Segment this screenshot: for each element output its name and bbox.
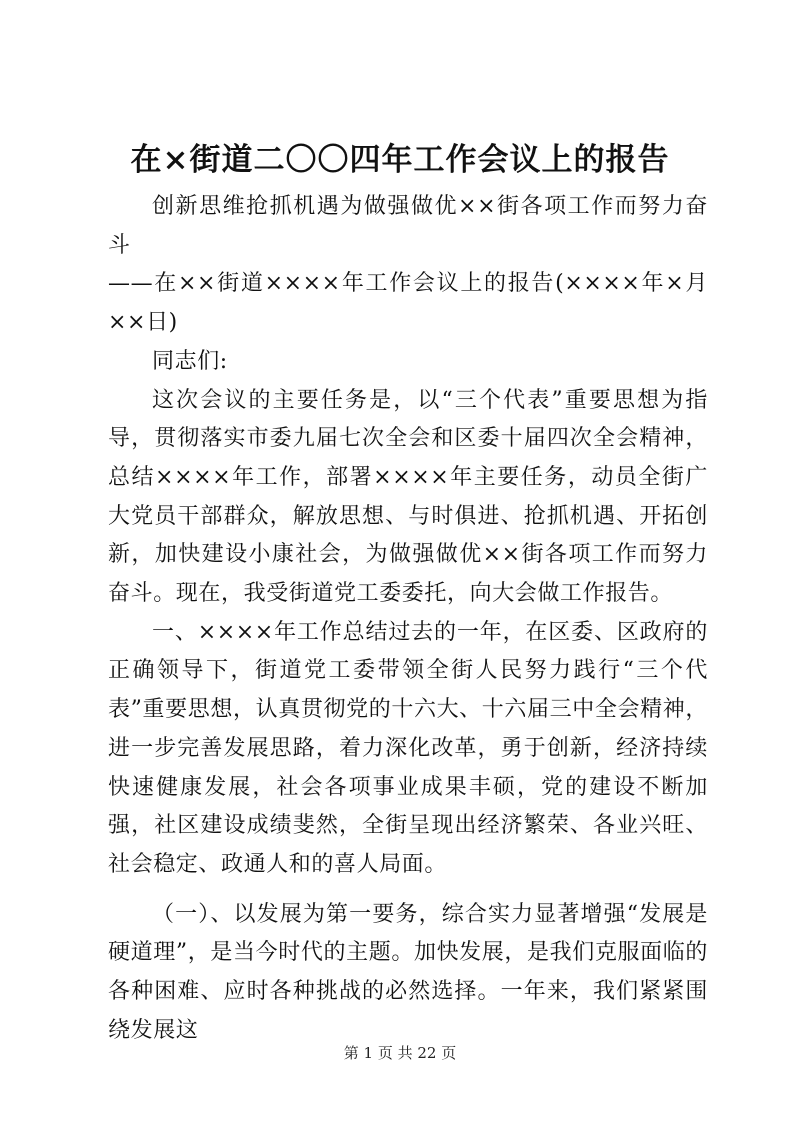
meeting-task-paragraph: 这次会议的主要任务是，以“三个代表”重要思想为指导，贯彻落实市委九届七次全会和区委十届四次全会精神，总结××××年工作，部署××××年主要任务，动员全街广大党员干部群众，解放思想、与时俱进、抢抓机遇、开拓创新，加快建设小康社会，为做强做优××街各项工作而努力奋斗。现在，我受街道党工委委托，向大会做工作报告。 bbox=[108, 387, 708, 607]
report-info-paragraph: ——在××街道××××年工作会议上的报告(××××年×月××日) bbox=[108, 271, 708, 336]
document-body bbox=[108, 188, 708, 1050]
development-section-paragraph: （一）、以发展为第一要务，综合实力显著增强“发展是硬道理”，是当今时代的主题。加快发展，是我们克服面临的各种困难、应时各种挑战的必然选择。一年来，我们紧紧围绕发展这 bbox=[108, 901, 708, 1043]
page-number-footer: 第 1 页 共 22 页 bbox=[343, 1044, 457, 1062]
subtitle-paragraph: 创新思维抢抓机遇为做强做优××街各项工作而努力奋斗 bbox=[108, 194, 708, 258]
salutation-paragraph: 同志们: bbox=[152, 348, 228, 374]
document-title: 在×街道二〇〇四年工作会议上的报告 bbox=[130, 142, 670, 178]
work-summary-paragraph: 一、××××年工作总结过去的一年，在区委、区政府的正确领导下，街道党工委带领全街人民努力践行“三个代表”重要思想，认真贯彻党的十六大、十六届三中全会精神，进一步完善发展思路，着力深化改革，勇于创新，经济持续快速健康发展，社会各项事业成果丰硕，党的建设不断加强，社区建设成绩斐然，全街呈现出经济繁荣、各业兴旺、社会稳定、政通人和的喜人局面。 bbox=[108, 619, 708, 877]
